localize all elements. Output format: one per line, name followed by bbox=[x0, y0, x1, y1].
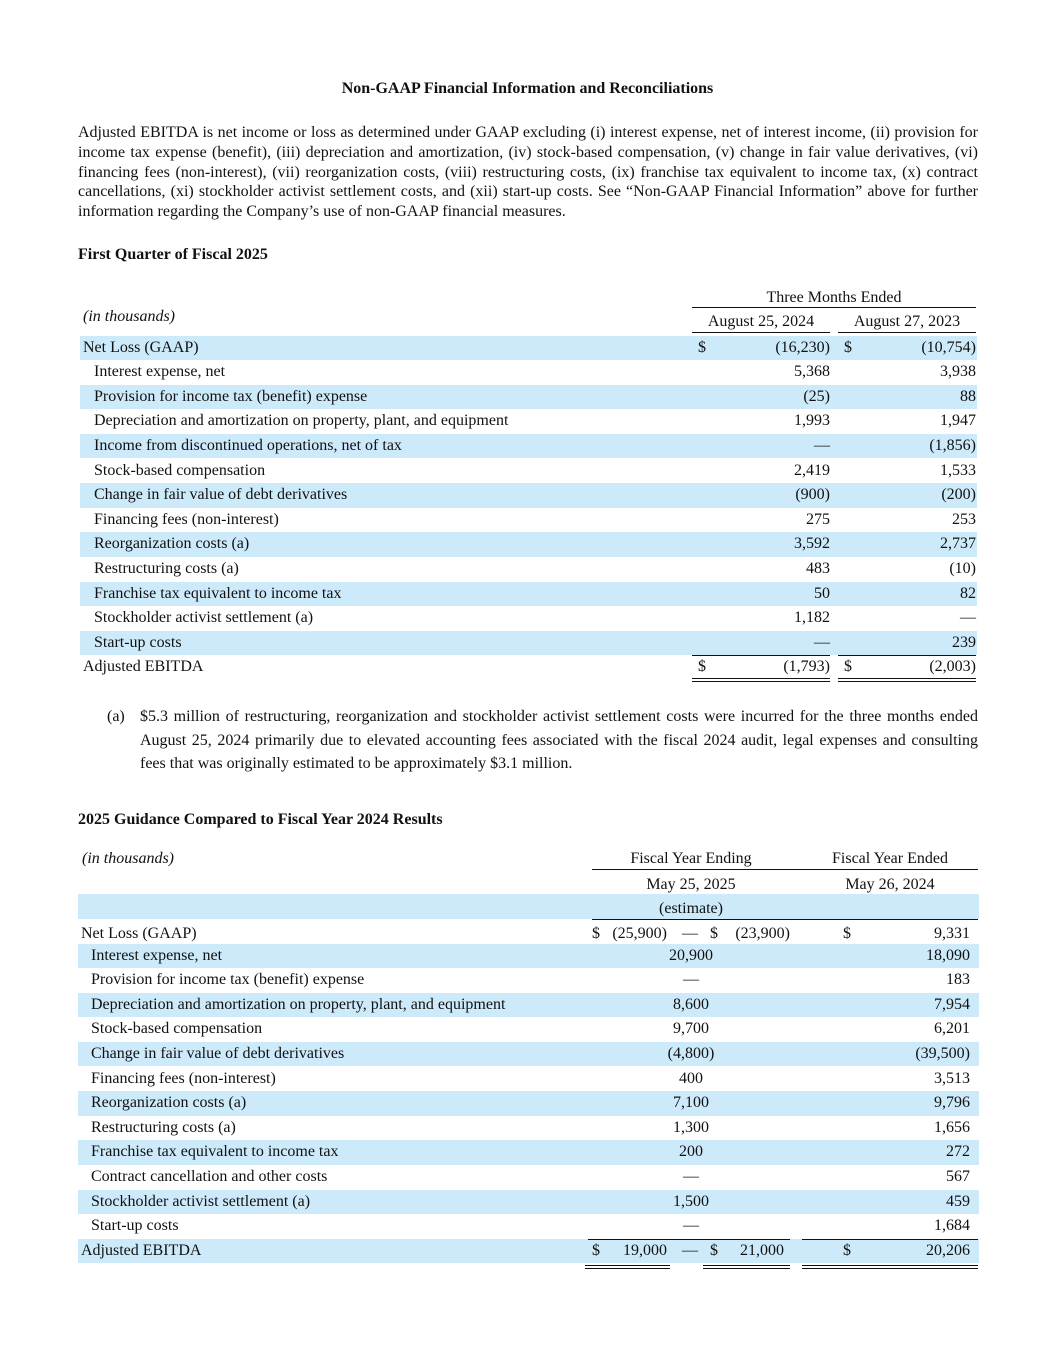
column-header-2023: August 27, 2023 bbox=[853, 313, 961, 330]
row-label: Provision for income tax (benefit) expense bbox=[94, 387, 368, 405]
actual-fy2024: 1,684 bbox=[934, 1217, 970, 1235]
estimate-value: 400 bbox=[679, 1069, 703, 1087]
estimate-value: — bbox=[683, 1217, 699, 1235]
row-label: Net Loss (GAAP) bbox=[83, 338, 199, 356]
value-2024: (25) bbox=[803, 387, 830, 405]
value-2023: 88 bbox=[960, 387, 976, 405]
estimate-value: 20,900 bbox=[669, 946, 713, 964]
header-rule bbox=[692, 307, 976, 308]
estimate-value: 1,300 bbox=[673, 1118, 709, 1136]
total-double-rule bbox=[838, 678, 976, 682]
actual-fy2024: 459 bbox=[946, 1192, 970, 1210]
currency-symbol: $ bbox=[843, 925, 851, 942]
total-rule bbox=[802, 1239, 978, 1240]
row-label: Stockholder activist settlement (a) bbox=[94, 609, 314, 627]
row-label: Franchise tax equivalent to income tax bbox=[91, 1143, 339, 1161]
total-rule bbox=[588, 1239, 790, 1240]
value-2024: (16,230) bbox=[775, 338, 830, 356]
value-2024: — bbox=[814, 436, 830, 454]
row-label: Restructuring costs (a) bbox=[91, 1118, 236, 1136]
range-separator: — bbox=[682, 925, 698, 942]
column-header-2024: August 25, 2024 bbox=[707, 313, 815, 330]
currency-symbol: $ bbox=[710, 925, 718, 942]
row-label: Financing fees (non-interest) bbox=[94, 510, 279, 528]
row-label: Start-up costs bbox=[94, 633, 182, 651]
guidance-heading: 2025 Guidance Compared to Fiscal Year 2024 Results bbox=[78, 811, 443, 828]
row-label: Change in fair value of debt derivatives bbox=[91, 1044, 345, 1062]
estimate-value: 7,100 bbox=[673, 1094, 709, 1112]
estimate-high: (23,900) bbox=[735, 925, 790, 942]
units-label: (in thousands) bbox=[83, 308, 175, 325]
total-label: Adjusted EBITDA bbox=[83, 658, 204, 676]
row-label: Start-up costs bbox=[91, 1217, 179, 1235]
value-2024: 1,993 bbox=[794, 412, 830, 430]
value-2024: 50 bbox=[814, 584, 830, 602]
value-2024: (900) bbox=[795, 486, 830, 504]
value-2024: 2,419 bbox=[794, 461, 830, 479]
estimate-value: — bbox=[683, 971, 699, 989]
row-label: Reorganization costs (a) bbox=[91, 1094, 247, 1112]
currency-symbol: $ bbox=[592, 925, 600, 942]
estimate-value: 8,600 bbox=[673, 995, 709, 1013]
total-2024: (1,793) bbox=[783, 658, 830, 676]
value-2023: (1,856) bbox=[929, 436, 976, 454]
row-shading bbox=[80, 631, 977, 656]
row-label: Provision for income tax (benefit) expense bbox=[91, 971, 365, 989]
currency-symbol: $ bbox=[844, 658, 852, 676]
row-label: Change in fair value of debt derivatives bbox=[94, 486, 348, 504]
estimate-value: — bbox=[683, 1167, 699, 1185]
row-shading bbox=[80, 336, 977, 361]
actual-fy2024: (39,500) bbox=[915, 1044, 970, 1062]
footnote-text: $5.3 million of restructuring, reorganization and stockholder activist settlement costs were incurred for the three months ended August 25, 2024 primarily due to elevated accounting fees associated with the fiscal 2024 audit, legal expenses and consulting fees that was originally estimated to be approximately $3.1 million. bbox=[140, 708, 978, 772]
estimate-value: 1,500 bbox=[673, 1192, 709, 1210]
estimate-value: 200 bbox=[679, 1143, 703, 1161]
actual-fy2024: 3,513 bbox=[934, 1069, 970, 1087]
header-rule bbox=[592, 919, 978, 920]
estimate-low: (25,900) bbox=[612, 925, 667, 942]
total-double-rule bbox=[703, 1265, 790, 1269]
value-2024: — bbox=[814, 633, 830, 651]
total-label: Adjusted EBITDA bbox=[81, 1241, 202, 1259]
value-2023: 2,737 bbox=[940, 535, 976, 553]
currency-symbol: $ bbox=[698, 338, 706, 356]
actual-fy2024: 7,954 bbox=[934, 995, 970, 1013]
total-double-rule bbox=[585, 1265, 670, 1269]
footnote bbox=[107, 705, 978, 776]
row-label: Depreciation and amortization on property, plant, and equipment bbox=[91, 995, 506, 1013]
value-2023: (10) bbox=[949, 559, 976, 577]
estimate-value: (4,800) bbox=[667, 1044, 715, 1062]
actual-fy2024: 18,090 bbox=[926, 946, 970, 964]
column-header-fy2024: Fiscal Year Ended bbox=[832, 850, 948, 867]
page-title: Non-GAAP Financial Information and Reconciliations bbox=[341, 80, 714, 97]
column-date-fy2025: May 25, 2025 bbox=[646, 876, 736, 893]
row-label: Financing fees (non-interest) bbox=[91, 1069, 276, 1087]
currency-symbol: $ bbox=[592, 1241, 600, 1259]
header-rule bbox=[692, 332, 830, 333]
row-label: Net Loss (GAAP) bbox=[81, 925, 197, 942]
currency-symbol: $ bbox=[843, 1241, 851, 1259]
total-actual-fy2024: 20,206 bbox=[926, 1241, 970, 1259]
value-2024: 1,182 bbox=[794, 609, 830, 627]
row-label: Franchise tax equivalent to income tax bbox=[94, 584, 342, 602]
currency-symbol: $ bbox=[844, 338, 852, 356]
value-2023: (10,754) bbox=[921, 338, 976, 356]
value-2023: (200) bbox=[941, 486, 976, 504]
estimate-note: (estimate) bbox=[659, 900, 723, 917]
value-2024: 5,368 bbox=[794, 363, 830, 381]
q1-heading: First Quarter of Fiscal 2025 bbox=[78, 246, 268, 263]
currency-symbol: $ bbox=[698, 658, 706, 676]
total-rule bbox=[838, 655, 976, 656]
row-label: Interest expense, net bbox=[91, 946, 223, 964]
value-2023: 1,533 bbox=[940, 461, 976, 479]
header-rule bbox=[592, 869, 978, 870]
total-2023: (2,003) bbox=[929, 658, 976, 676]
column-header-fy2025: Fiscal Year Ending bbox=[630, 850, 752, 867]
range-separator: — bbox=[682, 1241, 698, 1259]
value-2023: 239 bbox=[952, 633, 976, 651]
row-shading bbox=[78, 894, 979, 919]
value-2023: — bbox=[960, 609, 976, 627]
actual-fy2024: 9,796 bbox=[934, 1094, 970, 1112]
row-label: Restructuring costs (a) bbox=[94, 559, 239, 577]
currency-symbol: $ bbox=[710, 1241, 718, 1259]
intro-paragraph: Adjusted EBITDA is net income or loss as determined under GAAP excluding (i) interest expense, net of interest income, (ii) provision for income tax expense (benefit), (iii) depreciation and amortization, (iv) stock-based compensation, (v) change in fair value derivatives, (vi) financing fees (non-interest), (vii) reorganization costs, (viii) restructuring costs, (ix) franchise tax equivalent to income tax, (x) contract cancellations, (xi) stockholder activist settlement costs, and (xii) start-up costs. See “Non-GAAP Financial Information” above for further information regarding the Company’s use of non-GAAP financial measures. bbox=[78, 124, 978, 221]
actual-fy2024: 183 bbox=[946, 971, 970, 989]
value-2023: 3,938 bbox=[940, 363, 976, 381]
units-label: (in thousands) bbox=[82, 850, 174, 867]
row-label: Stock-based compensation bbox=[91, 1020, 263, 1038]
total-estimate-high: 21,000 bbox=[740, 1241, 784, 1259]
value-2024: 275 bbox=[806, 510, 830, 528]
row-label: Reorganization costs (a) bbox=[94, 535, 250, 553]
actual-fy2024: 567 bbox=[946, 1167, 970, 1185]
footnote-tag: (a) bbox=[107, 708, 125, 725]
value-2024: 483 bbox=[806, 559, 830, 577]
row-label: Stockholder activist settlement (a) bbox=[91, 1192, 311, 1210]
actual-fy2024: 1,656 bbox=[934, 1118, 970, 1136]
value-2023: 1,947 bbox=[940, 412, 976, 430]
row-label: Depreciation and amortization on property, plant, and equipment bbox=[94, 412, 509, 430]
row-label: Stock-based compensation bbox=[94, 461, 266, 479]
value-2023: 82 bbox=[960, 584, 976, 602]
total-rule bbox=[692, 655, 830, 656]
header-rule bbox=[838, 332, 976, 333]
total-estimate-low: 19,000 bbox=[623, 1241, 667, 1259]
value-2024: 3,592 bbox=[794, 535, 830, 553]
actual-fy2024: 272 bbox=[946, 1143, 970, 1161]
row-label: Contract cancellation and other costs bbox=[91, 1167, 328, 1185]
actual-fy2024: 6,201 bbox=[934, 1020, 970, 1038]
column-group-header: Three Months Ended bbox=[766, 289, 902, 306]
column-date-fy2024: May 26, 2024 bbox=[845, 876, 935, 893]
row-label: Interest expense, net bbox=[94, 363, 226, 381]
value-2023: 253 bbox=[952, 510, 976, 528]
row-label: Income from discontinued operations, net of tax bbox=[94, 436, 402, 454]
total-double-rule bbox=[802, 1265, 978, 1269]
estimate-value: 9,700 bbox=[673, 1020, 709, 1038]
actual-fy2024: 9,331 bbox=[934, 925, 970, 942]
total-double-rule bbox=[692, 678, 830, 682]
